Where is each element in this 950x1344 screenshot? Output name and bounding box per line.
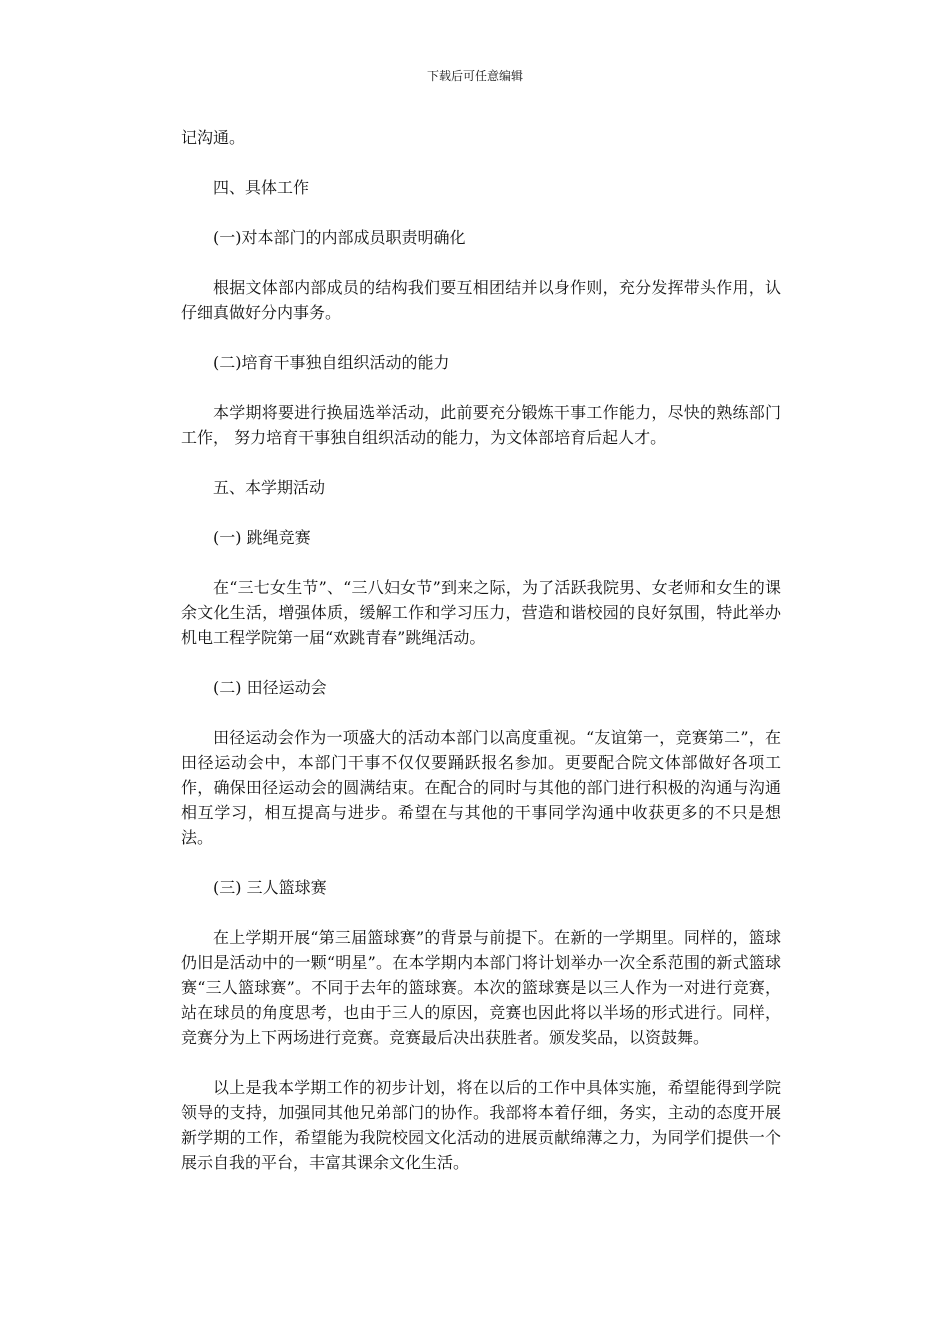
section-heading-four: 四、具体工作 [213,178,310,197]
section-heading-five: 五、本学期活动 [213,478,326,497]
body-paragraph: 在“三七女生节”、“三八妇女节”到来之际，为了活跃我院男、女老师和女生的课余文化生活，增强体质，缓解工作和学习压力，营造和谐校园的良好氛围，特此举办机电工程学院第一届“欢跳青春”跳绳活动。 [181,578,781,647]
subsection-heading: (二) 田径运动会 [213,678,327,697]
body-paragraph: 田径运动会作为一项盛大的活动本部门以高度重视。“友谊第一，竞赛第二”，在田径运动会中，本部门干事不仅仅要踊跃报名参加。更要配合院文体部做好各项工作，确保田径运动会的圆满结束。在配合的同时与其他的部门进行积极的沟通与沟通相互学习，相互提高与进步。希望在与其他的干事同学沟通中收获更多的不只是想法。 [181,728,781,847]
document-body [181,125,781,1200]
paragraph-continuation: 记沟通。 [181,128,246,147]
body-paragraph: 根据文体部内部成员的结构我们要互相团结并以身作则，充分发挥带头作用，认仔细真做好分内事务。 [181,278,781,322]
subsection-heading: (二)培育干事独自组织活动的能力 [213,353,450,372]
body-paragraph: 本学期将要进行换届选举活动，此前要充分锻炼干事工作能力，尽快的熟练部门工作， 努力培育干事独自组织活动的能力，为文体部培育后起人才。 [181,403,781,447]
subsection-heading: (三) 三人篮球赛 [213,878,327,897]
page-header: 下载后可任意编辑 [426,69,523,83]
subsection-heading: (一)对本部门的内部成员职责明确化 [213,228,466,247]
closing-paragraph: 以上是我本学期工作的初步计划，将在以后的工作中具体实施，希望能得到学院领导的支持，加强同其他兄弟部门的协作。我部将本着仔细，务实，主动的态度开展新学期的工作，希望能为我院校园文化活动的进展贡献绵薄之力，为同学们提供一个展示自我的平台，丰富其课余文化生活。 [181,1078,781,1172]
subsection-heading: (一) 跳绳竞赛 [213,528,311,547]
body-paragraph: 在上学期开展“第三届篮球赛”的背景与前提下。在新的一学期里。同样的，篮球仍旧是活动中的一颗“明星”。在本学期内本部门将计划举办一次全系范围的新式篮球赛“三人篮球赛”。不同于去年的篮球赛。本次的篮球赛是以三人作为一对进行竞赛，站在球员的角度思考，也由于三人的原因，竞赛也因此将以半场的形式进行。同样，竞赛分为上下两场进行竞赛。竞赛最后决出获胜者。颁发奖品，以资鼓舞。 [181,928,781,1047]
